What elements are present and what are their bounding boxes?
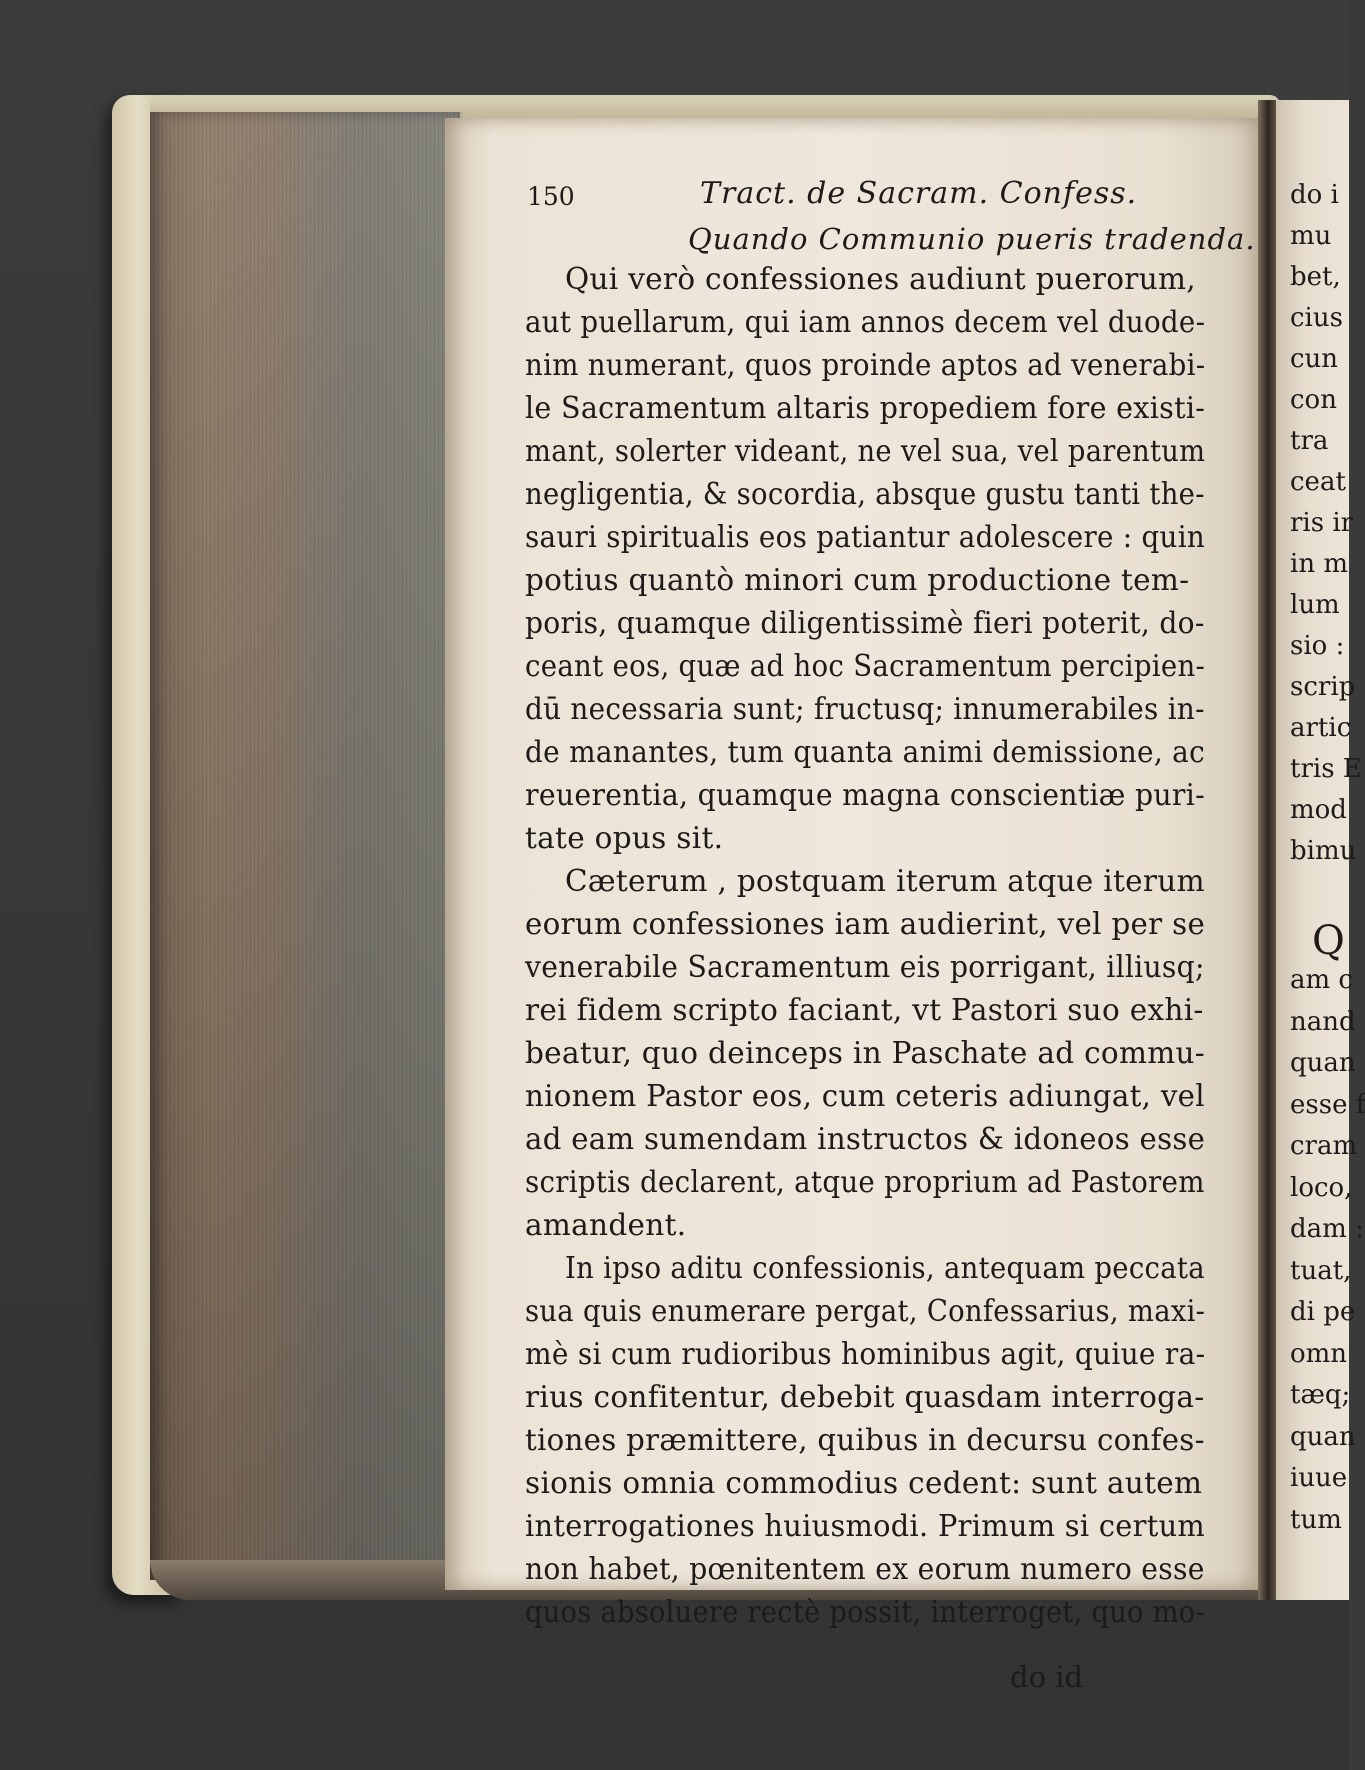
facing-text-line: quan: [1290, 1048, 1356, 1078]
facing-text-line: nand: [1290, 1006, 1356, 1037]
text-line: dū necessaria sunt; fructusq; innumerabiles in-: [525, 692, 1205, 726]
running-head: Tract. de Sacram. Confess.: [700, 176, 1138, 211]
facing-text-line: quan: [1290, 1421, 1356, 1452]
page-edges-shade: [150, 112, 460, 1580]
facing-text-line: esse f: [1290, 1089, 1365, 1120]
facing-text-line: ris ir: [1290, 508, 1354, 538]
facing-text-line: bimu: [1290, 836, 1357, 866]
text-line: nionem Pastor eos, cum ceteris adiungat, vel: [525, 1079, 1205, 1113]
folio-number: 150: [527, 182, 575, 211]
facing-text-line: cram: [1290, 1131, 1358, 1161]
book-gutter: [1258, 100, 1278, 1600]
facing-text-line: ceat: [1290, 467, 1346, 497]
text-line: le Sacramentum altaris propediem fore existi-: [525, 391, 1206, 425]
text-line: In ipso aditu confessionis, antequam peccata: [565, 1251, 1205, 1285]
text-line: venerabile Sacramentum eis porrigant, illiusq;: [525, 950, 1205, 984]
facing-text-line: con: [1290, 385, 1337, 415]
facing-text-line: mod: [1290, 795, 1347, 825]
facing-text-line: cius: [1290, 303, 1343, 333]
facing-text-line: do i: [1290, 180, 1339, 210]
text-line: negligentia, & socordia, absque gustu tanti the-: [525, 477, 1205, 511]
text-line: tiones præmittere, quibus in decursu confes-: [525, 1423, 1205, 1457]
text-line: interrogationes huiusmodi. Primum si certum: [525, 1509, 1206, 1543]
text-line: non habet, pœnitentem ex eorum numero esse: [525, 1552, 1205, 1586]
text-line: sua quis enumerare pergat, Confessarius, maxi-: [525, 1294, 1206, 1328]
section-heading: Quando Communio pueris tradenda.: [688, 222, 1256, 256]
facing-text-line: tæq;: [1290, 1380, 1351, 1410]
text-line: poris, quamque diligentissimè fieri poterit, do-: [525, 606, 1205, 640]
facing-text-line: sio :: [1290, 631, 1345, 661]
text-line: nim numerant, quos proinde aptos ad venerabi-: [525, 348, 1206, 382]
text-line: scriptis declarent, atque proprium ad Pastorem: [525, 1165, 1205, 1199]
text-line: rius confitentur, debebit quasdam interroga-: [525, 1380, 1205, 1414]
text-line: Qui verò confessiones audiunt puerorum,: [565, 262, 1196, 296]
text-line: sauri spiritualis eos patiantur adolescere : quin: [525, 520, 1206, 554]
facing-text-line: bet,: [1290, 262, 1341, 292]
text-line: amandent.: [525, 1208, 687, 1242]
text-line: de manantes, tum quanta animi demissione, ac: [525, 735, 1206, 769]
facing-text-line: scrip: [1290, 672, 1356, 702]
facing-text-line: tra: [1290, 426, 1329, 456]
text-line: ceant eos, quæ ad hoc Sacramentum percipien-: [525, 649, 1206, 683]
text-line: beatur, quo deinceps in Paschate ad commu-: [525, 1036, 1206, 1070]
facing-text-line: in m: [1290, 549, 1348, 579]
facing-drop-letter: Q: [1312, 918, 1345, 964]
text-line: mè si cum rudioribus hominibus agit, quiue ra-: [525, 1337, 1206, 1371]
text-line: reuerentia, quamque magna conscientiæ puri-: [525, 778, 1205, 812]
facing-text-line: am c: [1290, 965, 1353, 995]
facing-text-line: loco,: [1290, 1172, 1353, 1203]
text-line: tate opus sit.: [525, 821, 724, 855]
facing-text-line: tuat,: [1290, 1255, 1352, 1286]
facing-text-line: lum: [1290, 590, 1340, 620]
facing-text-line: artic: [1290, 713, 1352, 743]
facing-text-line: omn: [1290, 1338, 1348, 1369]
text-line: mant, solerter videant, ne vel sua, vel parentum: [525, 434, 1206, 468]
facing-text-line: tris E: [1290, 754, 1362, 784]
text-line: aut puellarum, qui iam annos decem vel duode-: [525, 305, 1206, 339]
facing-text-line: di pe: [1290, 1297, 1356, 1327]
text-line: quos absoluere rectè possit, interroget, quo mo-: [525, 1595, 1205, 1629]
text-line: potius quantò minori cum productione tem-: [525, 563, 1190, 597]
facing-text-line: tum: [1290, 1504, 1342, 1535]
catchword: do id: [1010, 1660, 1084, 1694]
text-line: Cæterum , postquam iterum atque iterum: [565, 864, 1205, 898]
text-line: eorum confessiones iam audierint, vel per se: [525, 907, 1206, 941]
text-line: ad eam sumendam instructos & idoneos esse: [525, 1122, 1206, 1156]
facing-text-line: mu: [1290, 221, 1332, 251]
text-line: sionis omnia commodius cedent: sunt autem: [525, 1466, 1203, 1500]
facing-text-line: iuue: [1290, 1463, 1348, 1493]
text-line: rei fidem scripto faciant, vt Pastori suo exhi-: [525, 993, 1204, 1027]
facing-text-line: dam :: [1290, 1214, 1364, 1244]
facing-text-line: cun: [1290, 344, 1339, 374]
